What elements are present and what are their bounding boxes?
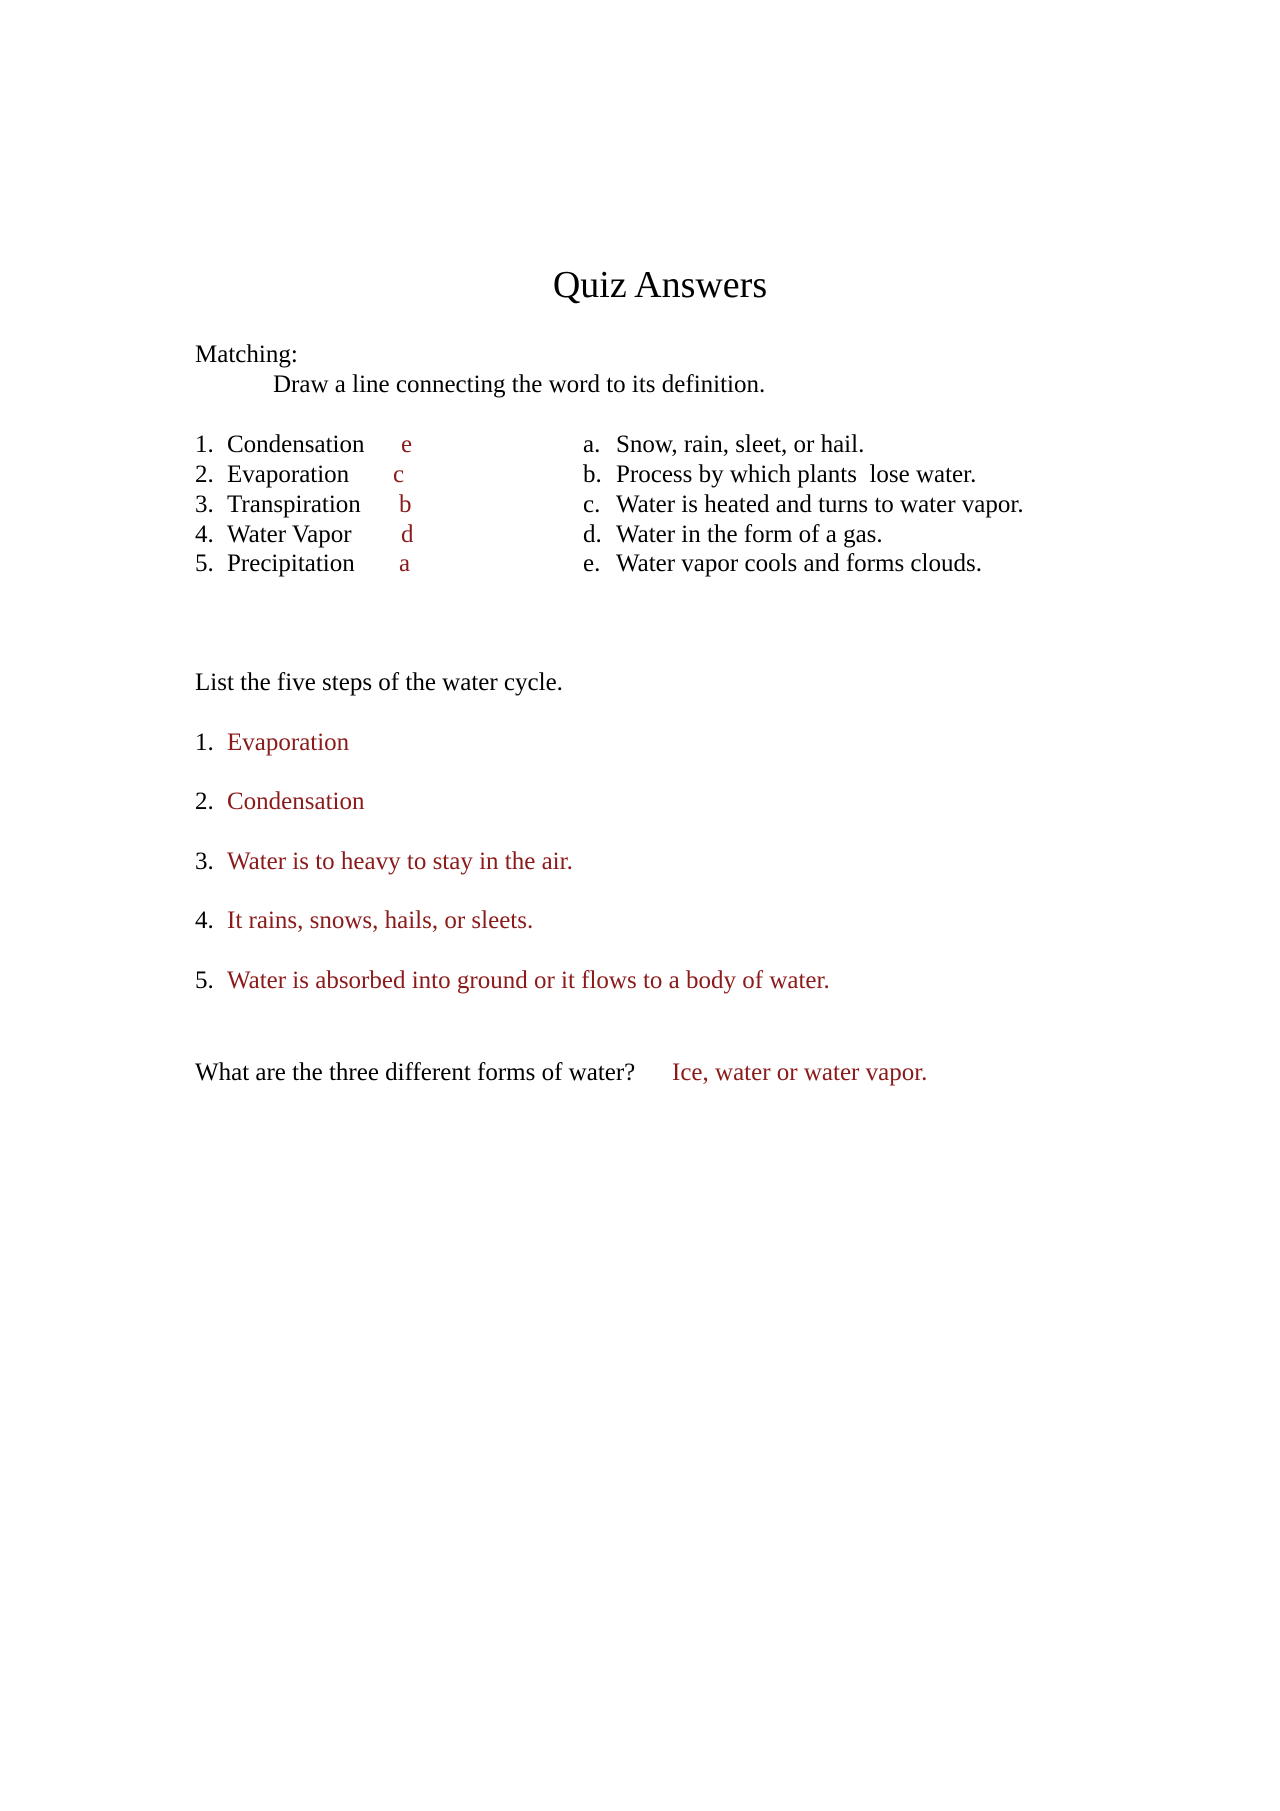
definition-text: Snow, rain, sleet, or hail. xyxy=(616,431,865,458)
term-answer: c xyxy=(393,461,405,488)
definition-letter: c. xyxy=(583,491,601,518)
term-number: 3. xyxy=(195,491,214,518)
forms-answer: Ice, water or water vapor. xyxy=(672,1059,928,1086)
term-label: Precipitation xyxy=(227,550,355,577)
term-number: 4. xyxy=(195,521,214,548)
step-answer: Condensation xyxy=(227,788,365,815)
step-number: 2. xyxy=(195,788,214,815)
term-label: Condensation xyxy=(227,431,365,458)
step-answer: It rains, snows, hails, or sleets. xyxy=(227,907,534,934)
term-answer: a xyxy=(399,550,411,577)
page-title: Quiz Answers xyxy=(552,264,768,306)
term-number: 2. xyxy=(195,461,214,488)
step-answer: Evaporation xyxy=(227,729,350,756)
term-number: 1. xyxy=(195,431,214,458)
step-number: 5. xyxy=(195,967,214,994)
definition-text: Water in the form of a gas. xyxy=(616,521,883,548)
term-label: Water Vapor xyxy=(227,521,352,548)
step-answer: Water is absorbed into ground or it flows to a body of water. xyxy=(227,967,830,994)
forms-question: What are the three different forms of water? xyxy=(195,1059,636,1086)
steps-heading: List the five steps of the water cycle. xyxy=(195,669,563,696)
matching-heading: Matching: xyxy=(195,341,298,368)
matching-instruction: Draw a line connecting the word to its definition. xyxy=(273,371,766,398)
definition-text: Water vapor cools and forms clouds. xyxy=(616,550,982,577)
definition-letter: d. xyxy=(583,521,602,548)
term-label: Transpiration xyxy=(227,491,361,518)
definition-text: Process by which plants lose water. xyxy=(616,461,977,488)
definition-letter: b. xyxy=(583,461,602,488)
definition-letter: a. xyxy=(583,431,601,458)
term-answer: b xyxy=(399,491,412,518)
term-answer: e xyxy=(401,431,413,458)
step-number: 1. xyxy=(195,729,214,756)
definition-text: Water is heated and turns to water vapor. xyxy=(616,491,1024,518)
term-label: Evaporation xyxy=(227,461,350,488)
step-answer: Water is to heavy to stay in the air. xyxy=(227,848,573,875)
step-number: 3. xyxy=(195,848,214,875)
definition-letter: e. xyxy=(583,550,601,577)
step-number: 4. xyxy=(195,907,214,934)
term-number: 5. xyxy=(195,550,214,577)
term-answer: d xyxy=(401,521,414,548)
